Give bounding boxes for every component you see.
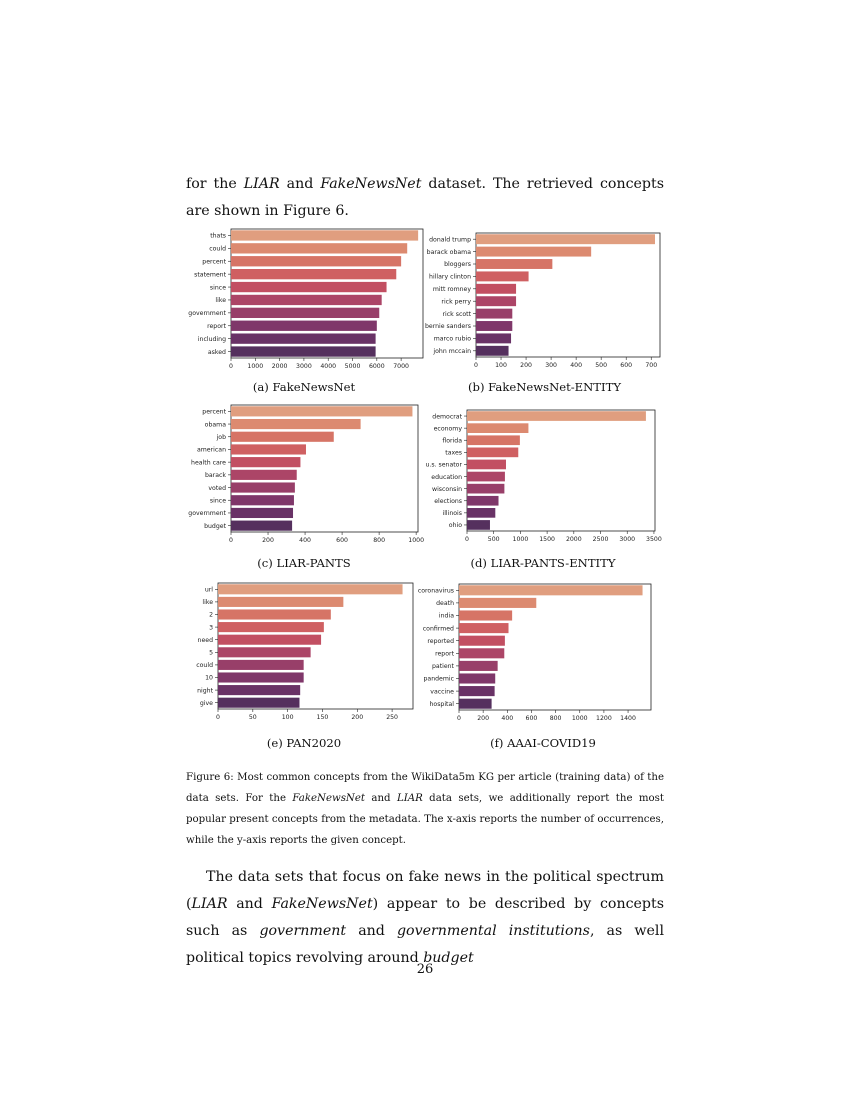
bar (467, 411, 646, 421)
bar (218, 672, 304, 682)
category-label: death (436, 600, 454, 608)
category-label: voted (208, 484, 226, 492)
chart-aaai-covid19 (417, 584, 651, 722)
bar (231, 470, 297, 480)
bar (218, 584, 403, 594)
category-label: 2 (209, 611, 213, 619)
bar (467, 508, 495, 518)
bar (476, 271, 529, 281)
bar (231, 308, 379, 318)
chart-fakenewsnet (188, 229, 423, 370)
bar (459, 661, 498, 671)
category-label: economy (433, 425, 462, 433)
x-tick-label: 0 (216, 714, 220, 721)
x-tick-label: 5000 (344, 363, 361, 370)
bar (231, 295, 382, 305)
bar (459, 585, 643, 595)
bar (218, 597, 343, 607)
x-tick-label: 400 (501, 715, 514, 722)
category-label: bernie sanders (424, 323, 471, 331)
x-tick-label: 200 (477, 715, 490, 722)
bar (467, 520, 490, 530)
x-tick-label: 300 (545, 362, 558, 369)
bar (459, 610, 512, 620)
category-label: hillary clinton (429, 273, 471, 281)
bar (476, 284, 516, 294)
bar (467, 448, 518, 458)
subcaption-b: (b) FakeNewsNet-ENTITY (468, 380, 621, 394)
category-label: need (197, 636, 213, 644)
x-tick-label: 200 (262, 537, 274, 544)
bar (218, 647, 311, 657)
bar (476, 333, 511, 343)
bar (459, 636, 505, 646)
x-tick-label: 0 (457, 715, 461, 722)
bar (218, 609, 331, 619)
category-label: job (216, 433, 226, 441)
chart-fakenewsnet-entity (424, 233, 660, 369)
bar (231, 321, 377, 331)
category-label: coronavirus (417, 587, 454, 595)
category-label: john mccain (433, 348, 471, 355)
category-label: health care (191, 459, 226, 467)
category-label: u.s. senator (425, 461, 462, 469)
category-label: patient (431, 663, 454, 671)
category-label: thats (210, 232, 226, 240)
bar (231, 457, 300, 467)
x-tick-label: 600 (525, 715, 538, 722)
bar (231, 495, 294, 505)
category-label: education (431, 473, 462, 481)
bar (231, 419, 361, 429)
bar (476, 259, 552, 269)
x-tick-label: 800 (373, 537, 386, 544)
bar (467, 496, 499, 506)
bar (231, 482, 295, 492)
bar (231, 521, 292, 531)
category-label: including (197, 335, 226, 343)
x-tick-label: 600 (620, 362, 633, 369)
bar (231, 269, 396, 279)
category-label: barack (204, 472, 226, 480)
x-tick-label: 800 (549, 715, 562, 722)
bar (467, 460, 506, 470)
category-label: rick perry (441, 298, 471, 306)
figure-caption: Figure 6: Most common concepts from the WikiData5m KG per article (training data) of the data sets. For the FakeNewsNet and LIAR data sets, we additionally report the most popular present concepts from the metadata. The x-axis reports the number of occurrences, while the y-axis reports the given concept. (186, 772, 664, 846)
category-label: statement (194, 271, 226, 279)
category-label: government (188, 310, 226, 318)
bar (218, 660, 304, 670)
body-paragraph: The data sets that focus on fake news in the political spectrum (LIAR and FakeNewsNet) appear to be described by concepts such as government and governmental institutions, as well political topics revolving around budget (186, 869, 664, 966)
x-tick-label: 2000 (565, 536, 582, 543)
category-label: budget (204, 522, 226, 530)
bar (459, 598, 536, 608)
x-tick-label: 3500 (646, 536, 662, 543)
x-tick-label: 400 (570, 362, 583, 369)
bar (231, 230, 418, 240)
bar (476, 346, 509, 356)
category-label: barack obama (426, 248, 471, 256)
x-tick-label: 1000 (408, 537, 425, 544)
category-label: 5 (209, 649, 213, 657)
subcaption-f: (f) AAAI-COVID19 (490, 736, 596, 750)
category-label: wisconsin (432, 485, 462, 493)
bar (476, 247, 591, 257)
subcaption-a: (a) FakeNewsNet (252, 380, 356, 394)
x-tick-label: 0 (474, 362, 478, 369)
x-tick-label: 1000 (571, 715, 588, 722)
category-label: give (199, 699, 213, 707)
intro-paragraph: for the LIAR and FakeNewsNet dataset. The retrieved concepts are shown in Figure 6. (186, 176, 664, 219)
category-label: american (196, 446, 226, 454)
bar (231, 406, 412, 416)
x-tick-label: 1000 (512, 536, 529, 543)
x-tick-label: 1000 (247, 363, 264, 370)
bar (476, 296, 516, 306)
bar (459, 699, 492, 709)
x-tick-label: 500 (595, 362, 608, 369)
subcaption-e: (e) PAN2020 (266, 736, 342, 750)
x-tick-label: 100 (281, 714, 294, 721)
bar (459, 673, 495, 683)
category-label: confirmed (422, 625, 454, 633)
x-tick-label: 150 (316, 714, 329, 721)
x-tick-label: 3000 (619, 536, 636, 543)
x-tick-label: 0 (229, 537, 233, 544)
bar (476, 234, 655, 244)
bar (231, 256, 401, 266)
bar (459, 623, 509, 633)
category-label: hospital (429, 700, 454, 708)
category-label: since (209, 497, 226, 505)
bar (459, 648, 504, 658)
category-label: like (202, 599, 213, 607)
x-tick-label: 250 (386, 714, 399, 721)
x-tick-label: 200 (520, 362, 532, 369)
x-tick-label: 2000 (271, 363, 288, 370)
chart-pan2020 (196, 583, 413, 721)
x-tick-label: 500 (487, 536, 500, 543)
category-label: pandemic (423, 675, 454, 683)
category-label: could (209, 245, 226, 253)
x-tick-label: 1200 (596, 715, 612, 722)
bar (476, 309, 512, 319)
category-label: donald trump (429, 236, 471, 244)
x-tick-label: 6000 (368, 363, 385, 370)
x-tick-label: 200 (351, 714, 364, 721)
bar (218, 685, 300, 695)
bar (467, 484, 504, 494)
category-label: government (188, 510, 226, 518)
bar (467, 423, 528, 433)
x-tick-label: 1500 (539, 536, 555, 543)
bar (231, 432, 334, 442)
category-label: ohio (448, 522, 462, 530)
category-label: percent (202, 408, 226, 416)
bar (476, 321, 512, 331)
x-tick-label: 100 (495, 362, 507, 369)
x-tick-label: 4000 (320, 363, 337, 370)
subcaption-c: (c) LIAR-PANTS (257, 556, 351, 570)
category-label: vaccine (430, 688, 454, 696)
category-label: report (207, 322, 226, 330)
x-tick-label: 50 (248, 714, 257, 721)
x-tick-label: 3000 (296, 363, 312, 370)
bar (231, 282, 387, 292)
bar (231, 346, 376, 356)
page-number: 26 (416, 962, 434, 977)
category-label: taxes (445, 449, 462, 457)
category-label: elections (434, 497, 462, 505)
x-tick-label: 0 (465, 536, 469, 543)
x-tick-label: 600 (336, 537, 348, 544)
category-label: 3 (209, 624, 213, 632)
bar (467, 472, 505, 482)
bar (218, 698, 299, 708)
subcaption-d: (d) LIAR-PANTS-ENTITY (470, 556, 616, 570)
category-label: percent (202, 258, 226, 266)
x-tick-label: 1400 (620, 715, 636, 722)
category-label: like (215, 297, 226, 305)
bar (467, 435, 520, 445)
category-label: democrat (432, 413, 462, 421)
category-label: 10 (205, 674, 213, 682)
x-tick-label: 0 (229, 363, 233, 370)
x-tick-label: 2500 (592, 536, 609, 543)
chart-liar-pants-entity (425, 410, 662, 543)
category-label: illinois (442, 510, 462, 518)
category-label: mitt romney (432, 286, 471, 293)
category-label: since (209, 284, 226, 292)
bar (231, 243, 407, 253)
category-label: reported (427, 637, 454, 645)
bar (231, 444, 306, 454)
bar (459, 686, 495, 696)
bar (231, 333, 376, 343)
category-label: could (196, 662, 213, 670)
x-tick-label: 7000 (393, 363, 410, 370)
category-label: night (197, 687, 213, 695)
category-label: marco rubio (433, 335, 471, 343)
category-label: url (204, 586, 213, 594)
category-label: asked (207, 348, 226, 356)
x-tick-label: 400 (299, 537, 311, 544)
bar (218, 635, 321, 645)
category-label: report (435, 650, 454, 658)
category-label: florida (442, 437, 462, 445)
chart-liar-pants (188, 405, 425, 544)
category-label: obama (204, 421, 226, 429)
x-tick-label: 700 (645, 362, 658, 369)
category-label: rick scott (442, 310, 471, 318)
bar (218, 622, 324, 632)
category-label: india (438, 612, 454, 620)
category-label: bloggers (444, 261, 471, 269)
bar (231, 508, 293, 518)
